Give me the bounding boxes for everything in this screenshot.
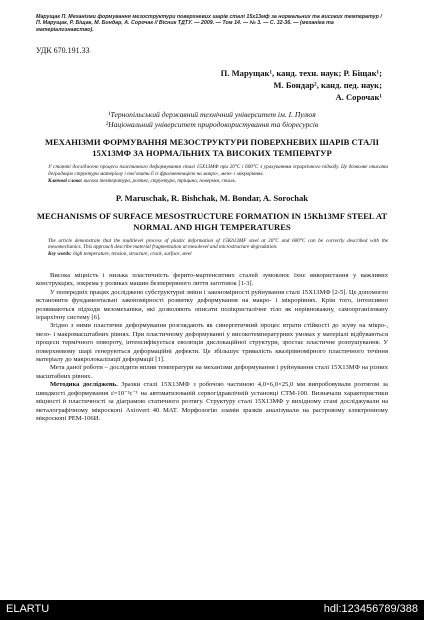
body-paragraph: У попередніх працях досліджено субструктурні зміни і закономірності руйнування сталі 15Х13МФ [2-5]. Це допомогло встановити фундаментальні закономірності розвитку деформування на макро- і мікрорівнях. Крім того, інтенсивно розвиваються підходи мезомеханіки, які дозволяють описати полікристалічне тіло як нерівноважну, самоорганізовану ієрархічну систему [6].: [36, 288, 388, 322]
handle-link[interactable]: hdl:123456789/388: [323, 603, 418, 615]
method-paragraph: [36, 381, 388, 423]
keywords-label: Key words:: [48, 251, 72, 258]
udk-code: УДК 670.191.33: [36, 46, 90, 56]
keywords-english: [36, 251, 388, 258]
repository-name: ELARTU: [6, 603, 50, 615]
authors-english: P. Maruschak, R. Bishchak, M. Bondar, A. Sorochak: [115, 192, 309, 203]
affiliation-line: ¹Тернопільський державний технічний університет ім. І. Пулюя: [108, 110, 316, 120]
keywords-ukrainian: [36, 178, 388, 185]
author-line: М. Бондар², канд. пед. наук;: [273, 80, 382, 91]
article-body: [36, 272, 388, 423]
abstract-text: The article demonstrate that the multilevel process of plastic deformation of 15Kh13MF steel at 20°C and 600°C can be correctly described with the mesomechanics. This approach describe material fragmentation at mesolevel and microstructure degradation.: [48, 237, 388, 251]
title-ukrainian: МЕХАНІЗМИ ФОРМУВАННЯ МЕЗОСТРУКТУРИ ПОВЕРХНЕВИХ ШАРІВ СТАЛІ 15Х13МФ ЗА НОРМАЛЬНИХ ТА ВИСОКИХ ТЕМПЕРАТУР: [44, 137, 380, 159]
author-line: А. Сорочак¹: [335, 92, 382, 103]
abstract-text: У статті досліджено процеси пластичного деформування сталі 15Х13МФ при 20°С і 600°С з урахуванням ієрархічного підходу. Це дозволяє описати деградацію структури матеріалу і пов’язати її із фрагментацією на макро-, мезо- і мікрорівнях.: [48, 164, 388, 178]
page-content: [36, 14, 388, 423]
keywords-text: висока температура, розтяг, структура, тріщина, поверхня, сталь.: [83, 177, 237, 184]
body-paragraph: Мета даної роботи – дослідити вплив температури на механізми деформування і руйнування сталі 15Х13МФ на різних масштабних рівнях.: [36, 364, 388, 380]
keywords-text: high temperature, tension, structure, crack, surface, steel: [73, 251, 192, 258]
author-line: П. Марущак¹, канд. техн. наук; Р. Біщак¹;: [220, 68, 382, 79]
affiliations: [36, 110, 388, 130]
method-text: Зразки сталі 15Х13МФ з робочою частиною 4,0×6,0×25,0 мм випробовували розтягом за швидкості деформування ε̇=10⁻³с⁻¹ на автоматизованій сервогідравлічній установці СТМ-100. Визначали характеристики міцності й пластичності за діаграмою статичного розтягу. Структуру сталі 15Х13МФ у вихідному стані досліджували на металографічному мікроскопі Axiovert 40 MAT. Морфологію зламів зразків аналізували на растровому електронному мікроскопі РЕМ-106И.: [36, 381, 388, 422]
body-paragraph: Згідно з ними пластичне деформування розглядають як синергетичний процес втрати стійкості до зсуву на мікро-, мезо- і макромасштабних рівнях. При пластичному деформуванні у високотемпературних умовах у матеріалі відбуваються процеси термічного повороту, інтенсифікується еволюція дислокаційної структури, зростає пластичне розпушування. У поверхневому шарі генеруються деформаційні дефекти. Це збільшує тривалість квазірівномірного пластичного течіння матеріалу до макролокалізації деформації [1].: [36, 322, 388, 364]
title-english: MECHANISMS OF SURFACE MESOSTRUCTURE FORMATION IN 15Kh13MF STEEL AT NORMAL AND HIGH TEMPERATURES: [36, 210, 388, 232]
body-paragraph: Висока міцність і низька пластичність ферито-мартенситних сталей зумовлює їхнє використання у важливих конструкціях, зокрема у роликах машин безперервного лиття заготовок [1-3].: [36, 272, 388, 288]
keywords-label: Ключові слова:: [48, 177, 83, 184]
abstract-ukrainian: [36, 164, 388, 178]
viewer-footer-bar: [0, 600, 424, 620]
authors-block: [36, 67, 388, 103]
citation-header: Марущак П. Механізми формування мезоструктури поверхневих шарів сталі 15х13мф за нормальних та високих температур / П. Марущак, Р. Біщак, М. Бондар, А. Сорочак // Вісник ТДТУ. — 2009. — Том 14. — № 3. — С. 32-36. — (механіка та матеріалознавство).: [36, 14, 382, 33]
method-label: Методика досліджень.: [50, 381, 118, 389]
affiliation-line: ²Національний університет природокористування та біоресурсів: [105, 120, 319, 130]
abstract-english: [36, 238, 388, 252]
